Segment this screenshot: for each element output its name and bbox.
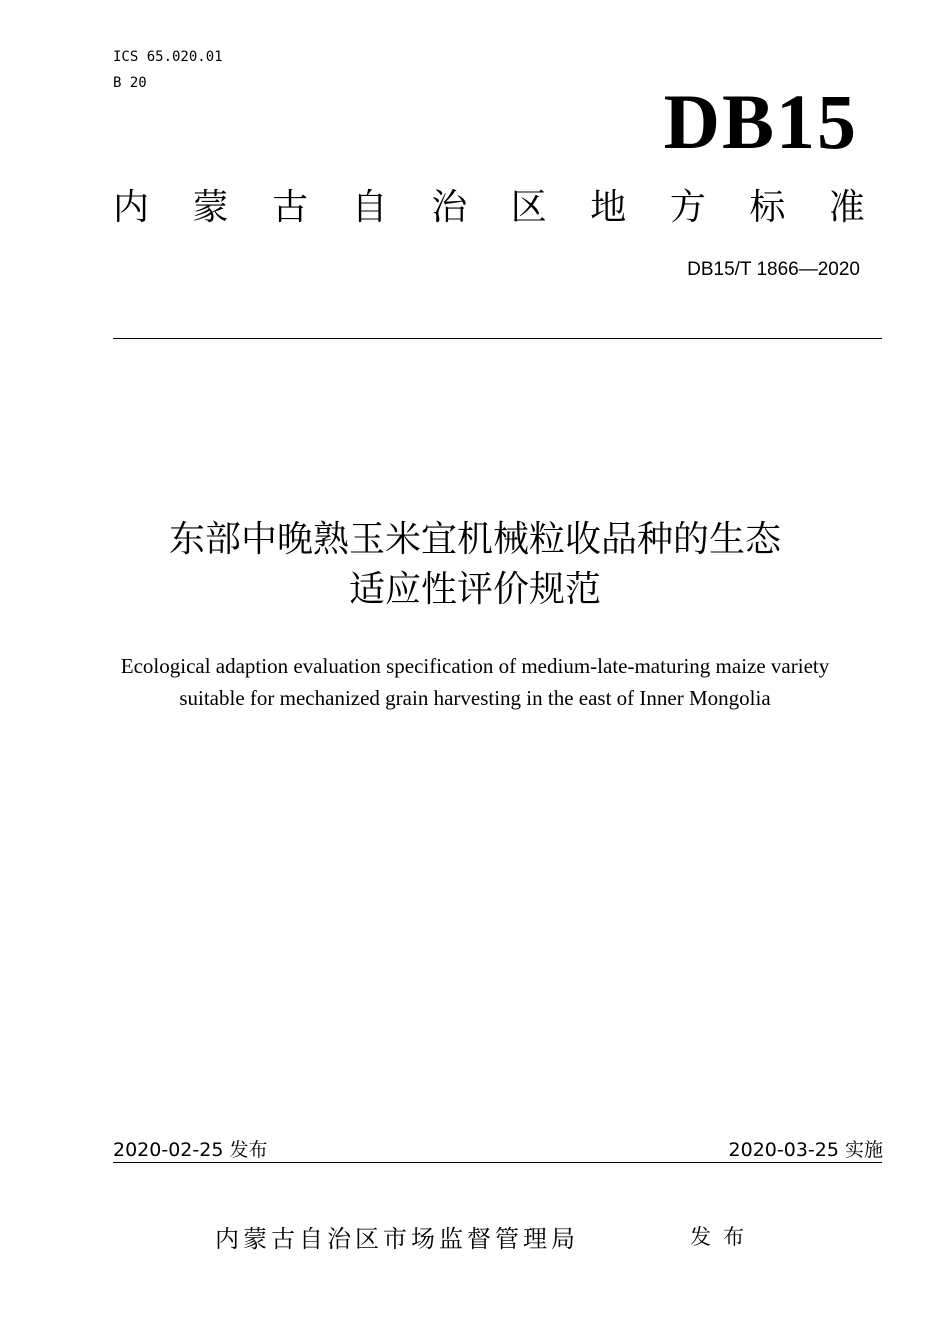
issuing-authority: 内蒙古自治区市场监督管理局	[215, 1225, 579, 1253]
implementation-date: 2020-03-25 实施	[728, 1139, 883, 1161]
ccs-code: B 20	[113, 75, 147, 91]
chinese-title	[0, 515, 950, 615]
standard-type-char: 蒙	[192, 187, 229, 228]
chinese-title-line: 适应性评价规范	[348, 569, 601, 610]
issue-date: 2020-02-25 发布	[113, 1139, 268, 1161]
header-divider	[113, 338, 882, 339]
issuer-verb: 发布	[690, 1225, 756, 1249]
standard-type-char: 地	[590, 187, 627, 228]
english-title	[0, 650, 950, 714]
english-title-line: suitable for mechanized grain harvesting in the east of Inner Mongolia	[179, 686, 771, 710]
db15-logo: DB15	[663, 78, 858, 165]
standard-type-char: 标	[749, 187, 786, 228]
standard-type-char: 方	[669, 187, 706, 228]
chinese-title-line: 东部中晚熟玉米宜机械粒收品种的生态	[168, 519, 781, 560]
standard-type-heading	[113, 186, 865, 230]
standard-type-char: 古	[272, 187, 309, 228]
standard-type-char: 内	[113, 187, 150, 228]
standard-code: DB15/T 1866—2020	[687, 259, 860, 280]
english-title-line: Ecological adaption evaluation specification of medium-late-maturing maize variety	[120, 654, 830, 678]
ics-code: ICS 65.020.01	[113, 49, 223, 65]
standard-type-char: 自	[351, 187, 388, 228]
footer-divider	[113, 1162, 882, 1163]
standard-type-char: 治	[431, 187, 468, 228]
standard-type-char: 准	[828, 187, 865, 228]
standard-type-char: 区	[510, 187, 547, 228]
